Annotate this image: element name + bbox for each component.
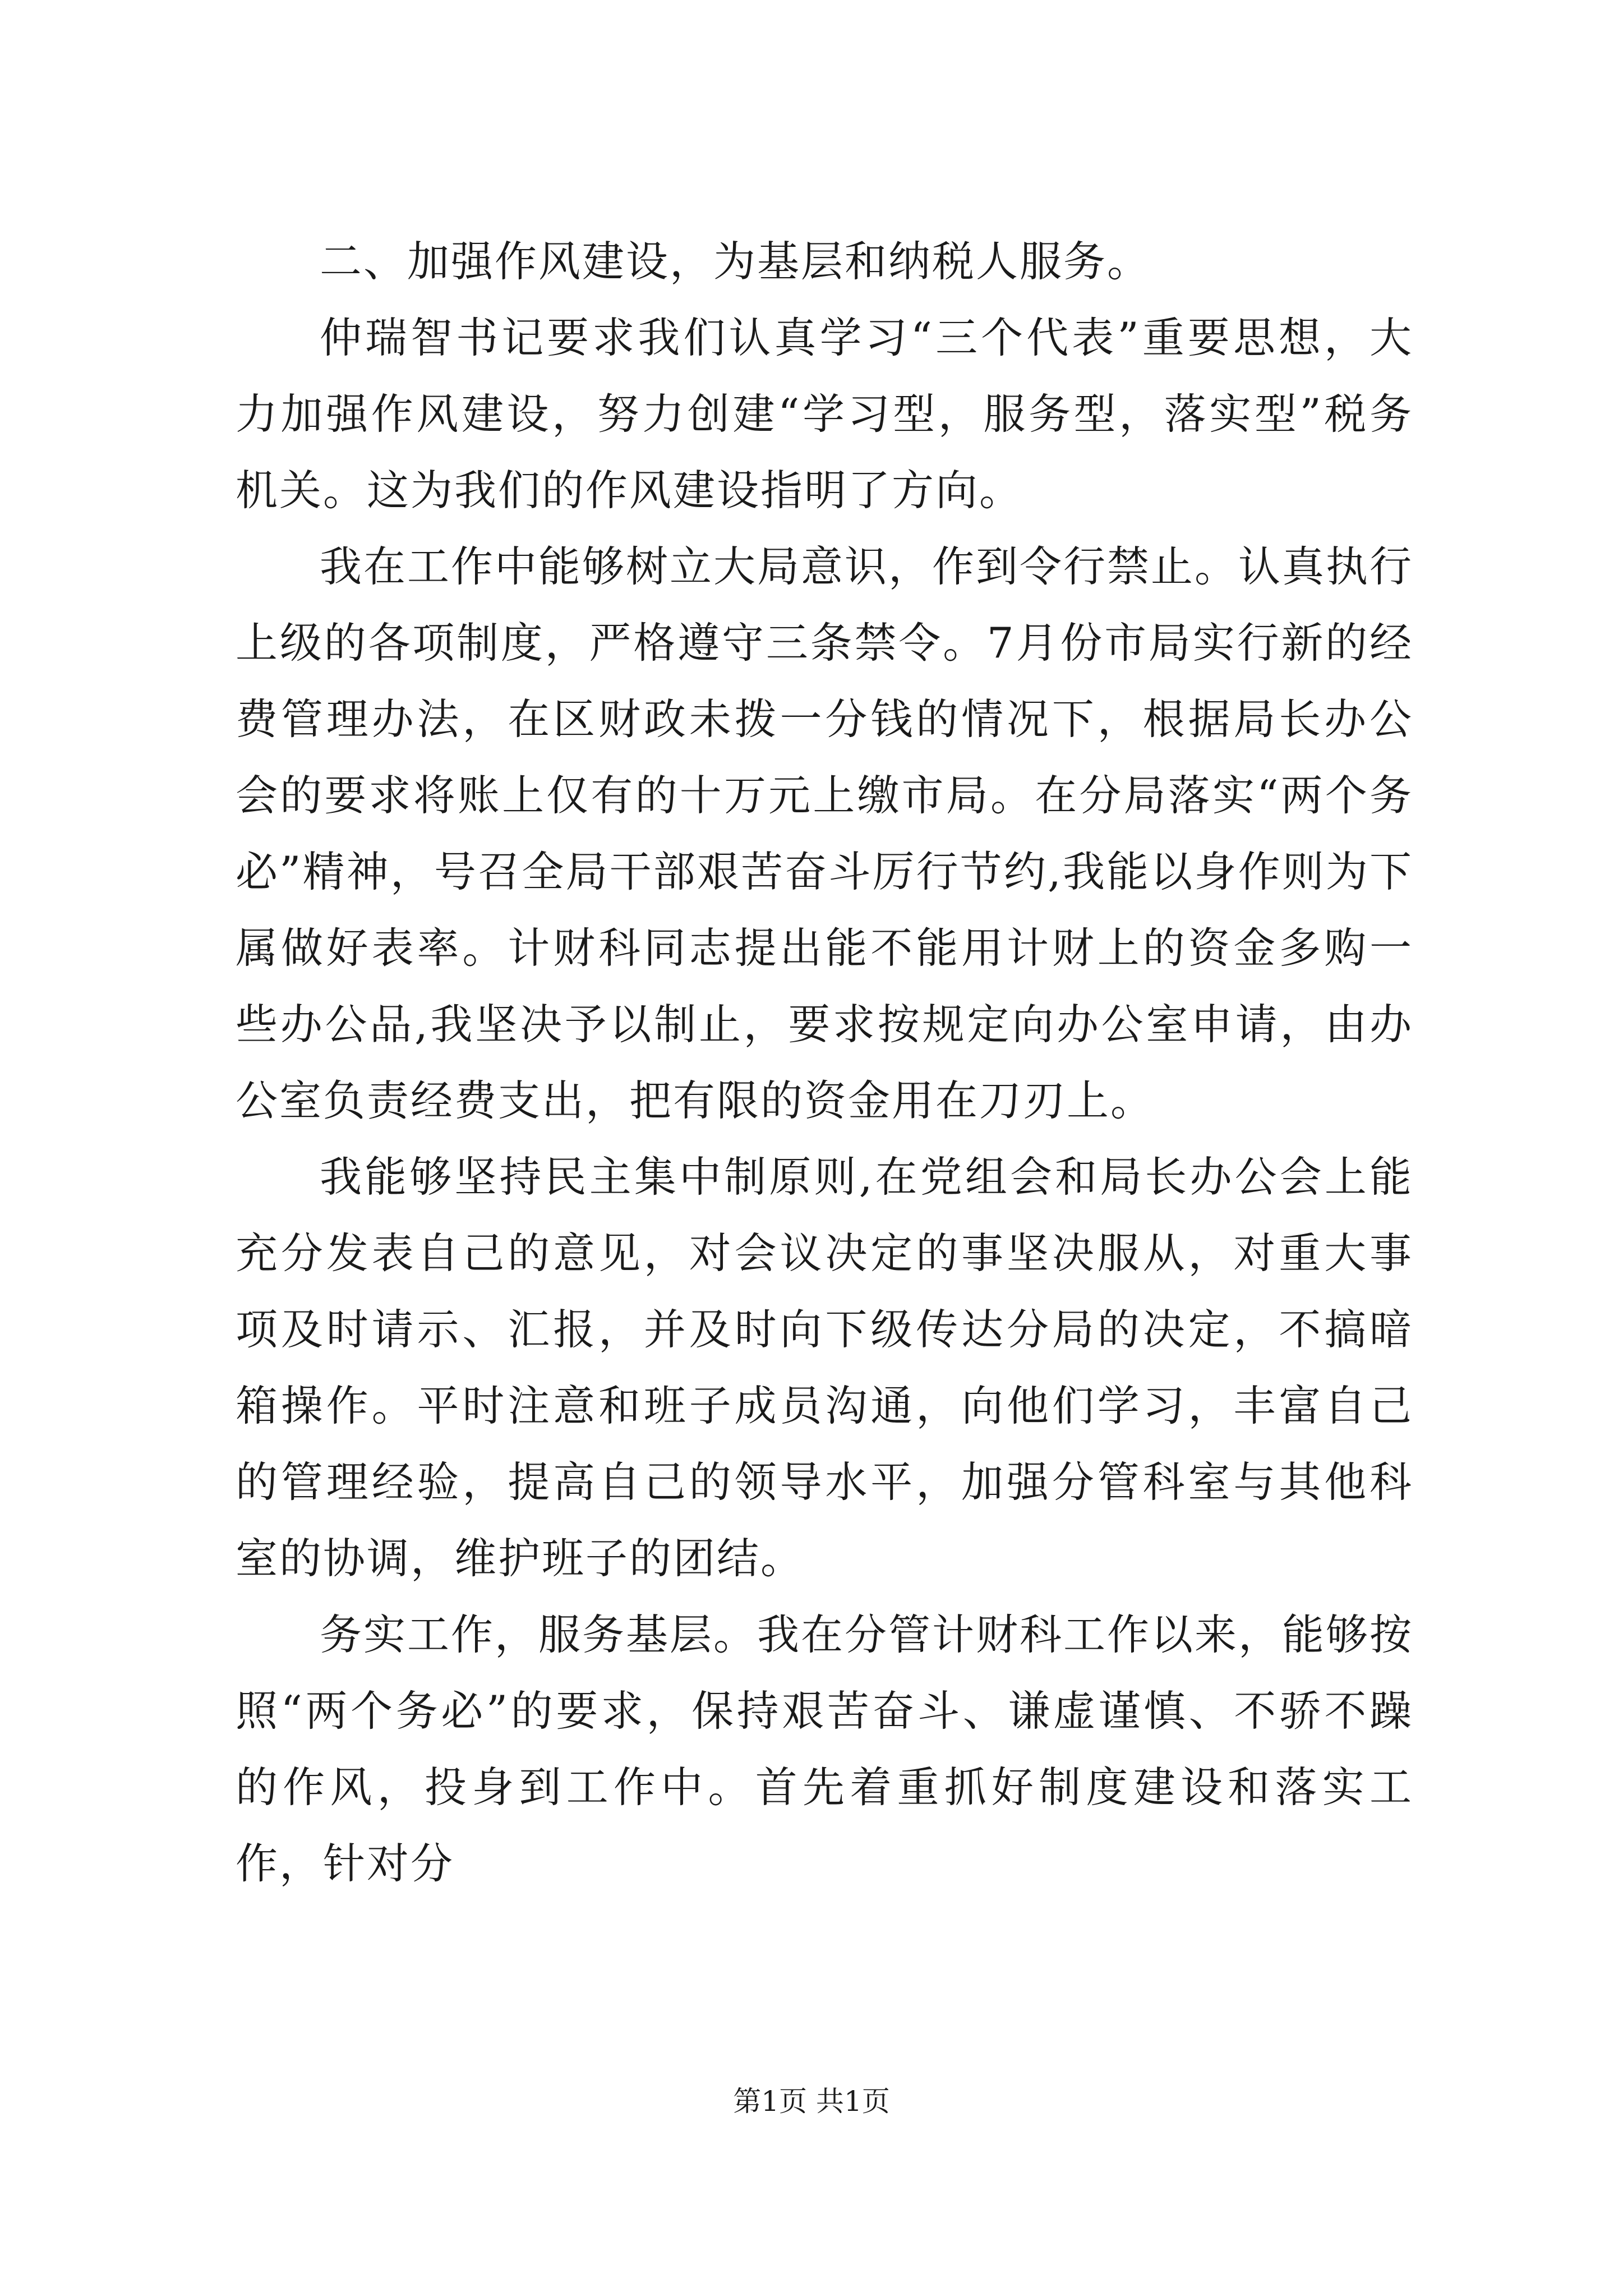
page-footer: 第1页 共1页: [733, 2085, 890, 2118]
paragraph-2: 仲瑞智书记要求我们认真学习“三个代表”重要思想，大力加强作风建设，努力创建“学习型，服务型，落实型”税务机关。这为我们的作风建设指明了方向。: [236, 313, 1413, 515]
document-body: [236, 223, 1413, 1902]
paragraph-1: 二、加强作风建设，为基层和纳税人服务。: [320, 237, 1151, 286]
paragraph-5: 务实工作，服务基层。我在分管计财科工作以来，能够按照“两个务必”的要求，保持艰苦奋斗、谦虚谨慎、不骄不躁的作风，投身到工作中。首先着重抓好制度建设和落实工作，针对分: [236, 1610, 1414, 1888]
paragraph-3: 我在工作中能够树立大局意识，作到令行禁止。认真执行上级的各项制度，严格遵守三条禁令。7月份市局实行新的经费管理办法，在区财政未拨一分钱的情况下，根据局长办公会的要求将账上仅有的十万元上缴市局。在分局落实“两个务必”精神，号召全局干部艰苦奋斗厉行节约,我能以身作则为下属做好表率。计财科同志提出能不能用计财上的资金多购一些办公品,我坚决予以制止，要求按规定向办公室申请，由办公室负责经费支出，把有限的资金用在刀刃上。: [236, 542, 1414, 1125]
paragraph-4: 我能够坚持民主集中制原则,在党组会和局长办公会上能充分发表自己的意见，对会议决定的事坚决服从，对重大事项及时请示、汇报，并及时向下级传达分局的决定，不搞暗箱操作。平时注意和班子成员沟通，向他们学习，丰富自己的管理经验，提高自己的领导水平，加强分管科室与其他科室的协调，维护班子的团结。: [236, 1152, 1413, 1583]
